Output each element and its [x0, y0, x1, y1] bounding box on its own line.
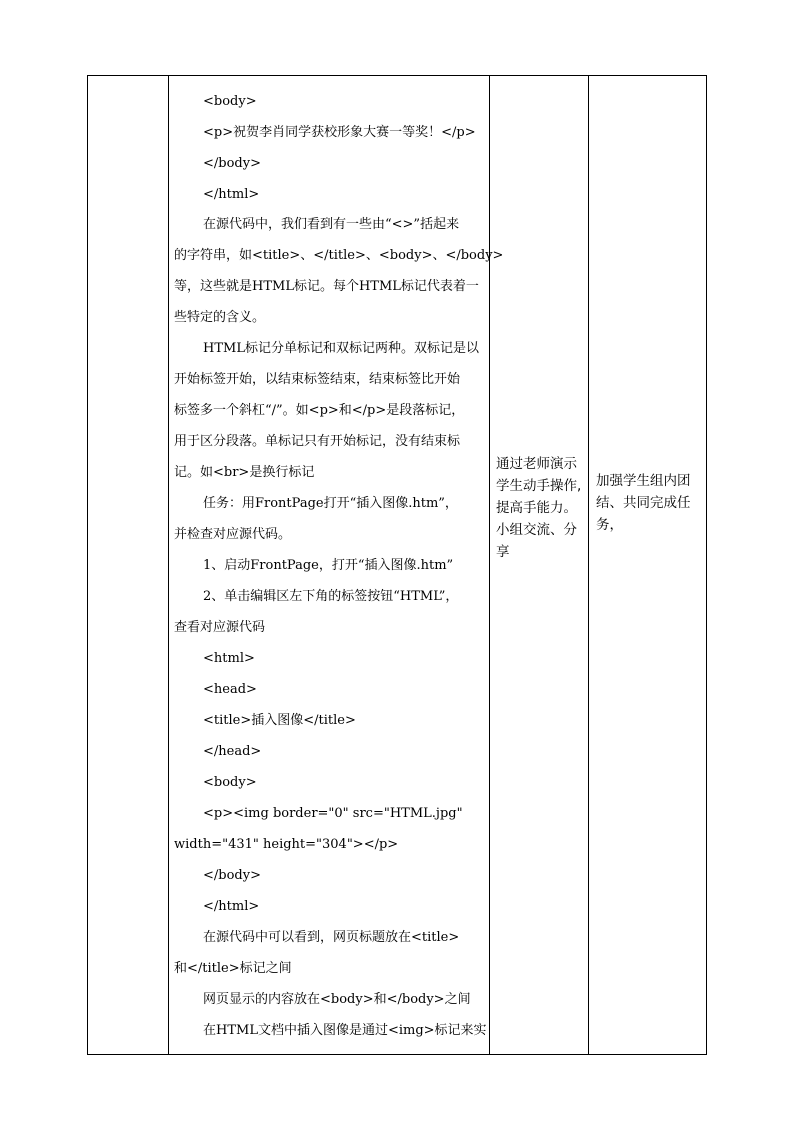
content-line: </body>: [203, 156, 261, 171]
content-line: 查看对应源代码: [174, 620, 266, 635]
content-line: HTML标记分单标记和双标记两种。双标记是以: [203, 341, 479, 356]
content-line: 任务：用FrontPage打开“插入图像.htm”，: [203, 496, 458, 511]
content-line: 在源代码中，我们看到有一些由“<>”括起来: [203, 217, 460, 232]
content-line: </html>: [203, 187, 260, 202]
content-line: <p>祝贺李肖同学获校形象大赛一等奖！</p>: [203, 125, 476, 140]
teaching-content-cell: [174, 76, 504, 1054]
content-line: 2、单击编辑区左下角的标签按钮“HTML”，: [203, 589, 459, 604]
purpose-line: 务，: [596, 517, 623, 533]
content-line: </html>: [203, 899, 260, 914]
teaching-method-cell: [496, 453, 588, 563]
method-line: 享: [496, 544, 510, 560]
content-line: 并检查对应源代码。: [174, 527, 292, 542]
content-line: 些特定的含义。: [174, 310, 266, 325]
content-line: 和</title>标记之间: [174, 961, 292, 976]
design-purpose-cell: [596, 470, 702, 536]
purpose-line: 加强学生组内团: [596, 473, 691, 489]
content-line: 在HTML文档中插入图像是通过<img>标记来实: [203, 1023, 487, 1038]
content-line: width="431" height="304"></p>: [174, 837, 399, 852]
method-line: 通过老师演示: [496, 456, 577, 472]
content-line: 用于区分段落。单标记只有开始标记，没有结束标: [174, 434, 461, 449]
content-line: 网页显示的内容放在<body>和</body>之间: [203, 992, 471, 1007]
content-line: <p><img border="0" src="HTML.jpg": [203, 806, 463, 821]
content-line: </head>: [203, 744, 262, 759]
column-divider-3: [588, 76, 589, 1054]
method-line: 学生动手操作,: [496, 478, 582, 494]
content-line: 开始标签开始，以结束标签结束，结束标签比开始: [174, 372, 461, 387]
content-line: <title>插入图像</title>: [203, 713, 356, 728]
content-line: </body>: [203, 868, 261, 883]
purpose-line: 结、共同完成任: [596, 495, 691, 511]
content-line: 1、启动FrontPage，打开“插入图像.htm”: [203, 558, 454, 573]
content-line: 记。如<br>是换行标记: [174, 465, 315, 480]
content-line: 在源代码中可以看到，网页标题放在<title>: [203, 930, 460, 945]
content-line: <head>: [203, 682, 257, 697]
content-line: 的字符串，如<title>、</title>、<body>、</body>: [174, 248, 504, 263]
method-line: 小组交流、分: [496, 522, 577, 538]
content-line: 等，这些就是HTML标记。每个HTML标记代表着一: [174, 279, 479, 294]
column-divider-1: [168, 76, 169, 1054]
column-divider-2: [489, 76, 490, 1054]
content-line: <html>: [203, 651, 255, 666]
method-line: 提高手能力。: [496, 500, 577, 516]
content-line: 标签多一个斜杠“/”。如<p>和</p>是段落标记，: [174, 403, 465, 418]
content-line: <body>: [203, 775, 257, 790]
lesson-table: [87, 75, 707, 1055]
content-line: <body>: [203, 94, 257, 109]
